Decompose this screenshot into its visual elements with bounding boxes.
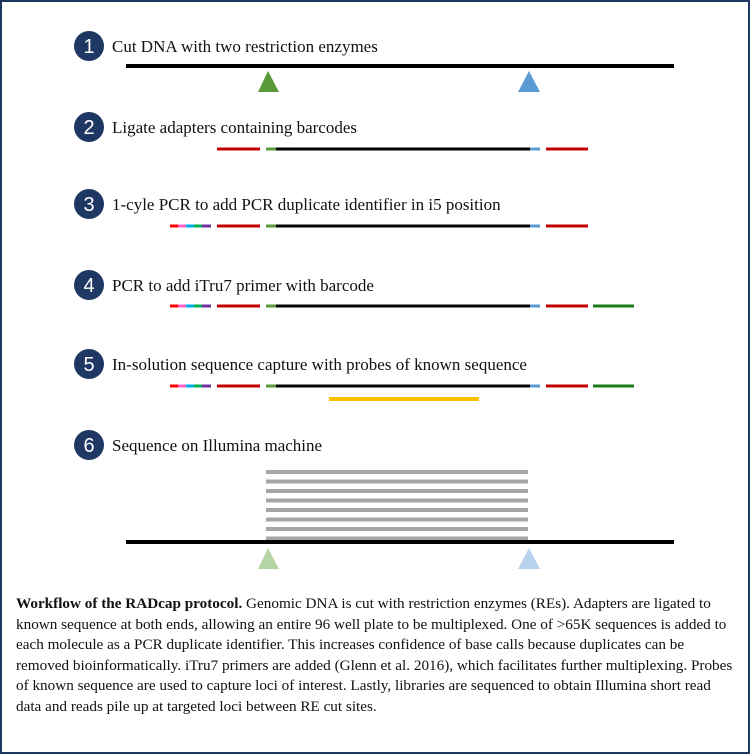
step-4-title: PCR to add iTru7 primer with barcode [112,276,374,295]
workflow-diagram [2,2,748,592]
step-5 [74,349,634,399]
step-5-title: In-solution sequence capture with probes of known sequence [112,355,527,374]
step-6-title: Sequence on Illumina machine [112,436,323,455]
step-4 [74,270,634,306]
re-site-a-marker [258,548,279,569]
step-6-number: 6 [83,435,95,457]
re-site-b-marker [518,71,540,92]
caption-title: Workflow of the RADcap protocol. [16,595,243,612]
step-1-number: 1 [83,36,95,58]
caption-body: Genomic DNA is cut with restriction enzymes (REs). Adapters are ligated to known sequence at both ends, allowing an entire 96 well plate to be multiplexed. One of >65K sequences is added to each molecule as a PCR duplicate identifier. This increases confidence of base calls because duplicates can be removed bioinformatically. iTru7 primers are added (Glenn et al. 2016), which facilitates further multiplexing. Probes of known sequence are used to capture loci of interest. Lastly, libraries are sequenced to obtain Illumina short read data and reads pile up at targeted loci between RE cut sites. [16,595,733,715]
step-3-title: 1-cyle PCR to add PCR duplicate identifier in i5 position [112,195,501,214]
step-1-title: Cut DNA with two restriction enzymes [112,37,378,56]
step-3-number: 3 [83,194,95,216]
step-2 [74,112,588,149]
step-5-number: 5 [83,354,95,376]
figure-caption [16,594,734,717]
step-4-number: 4 [83,275,95,297]
step-6 [74,430,674,569]
step-1 [74,31,674,92]
step-2-title: Ligate adapters containing barcodes [112,118,357,137]
re-site-b-marker [518,548,540,569]
stacked-reads [266,472,528,539]
re-site-a-marker [258,71,279,92]
step-2-number: 2 [83,117,95,139]
step-3 [74,189,588,226]
